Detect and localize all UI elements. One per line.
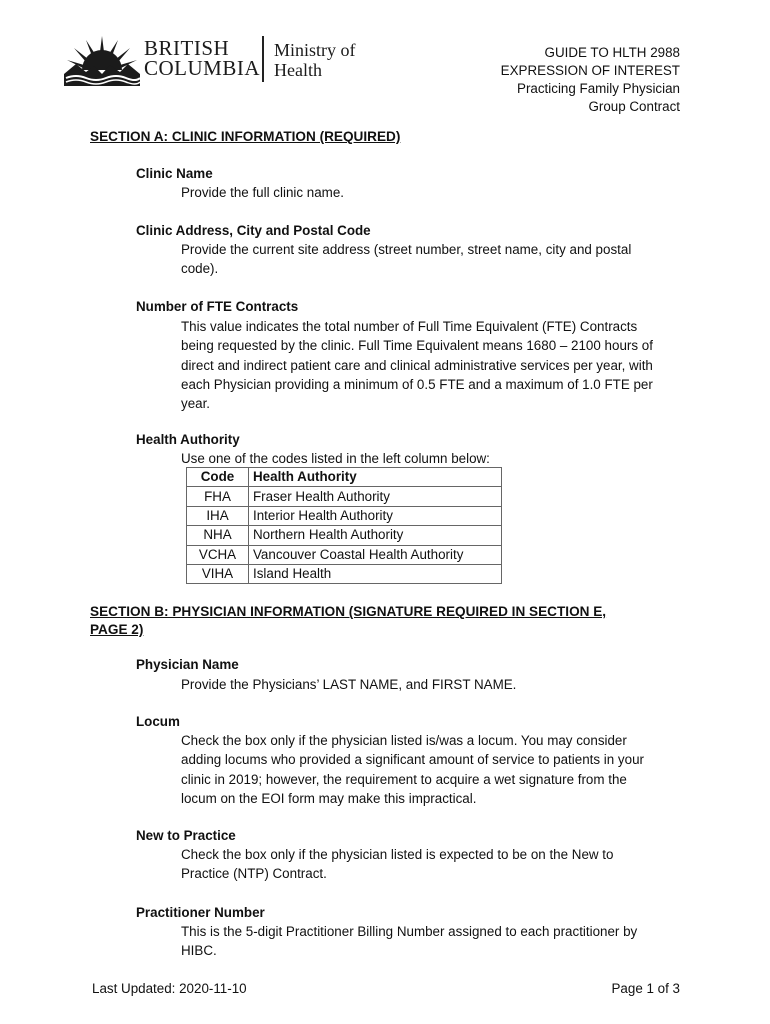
locum-desc-line: Check the box only if the physician listed is/was a locum. You may consider [181,733,627,748]
table-cell-code: VCHA [187,545,249,564]
page-number: Page 1 of 3 [611,981,680,996]
health-authority-table [186,467,502,584]
locum-title: Locum [136,714,180,729]
clinic-address-title: Clinic Address, City and Postal Code [136,223,371,238]
table-row [187,564,502,583]
clinic-address-desc-line: Provide the current site address (street number, street name, city and postal [181,242,632,257]
clinic-address-desc-line: code). [181,261,219,277]
locum-desc-line: locum on the EOI form may make this impractical. [181,790,477,806]
physician-name-title: Physician Name [136,657,239,672]
fte-desc-line: each Physician providing a minimum of 0.5 FTE and a maximum of 1.0 FTE per [181,376,653,392]
fte-title: Number of FTE Contracts [136,299,299,314]
table-header-cell: Code [187,468,249,487]
health-authority-title: Health Authority [136,432,240,447]
practitioner-number-title: Practitioner Number [136,905,265,920]
locum-desc-line: clinic in 2019; however, the requirement to acquire a wet signature from the [181,771,627,787]
guide-line1: GUIDE TO HLTH 2988 [544,45,680,60]
table-cell-name: Vancouver Coastal Health Authority [249,545,502,564]
table-cell-code: FHA [187,487,249,506]
bc-wordmark-line1: BRITISH [144,36,230,60]
logo-divider [262,36,264,82]
locum-desc-line: adding locums who provided a significant amount of service to patients in your [181,752,644,768]
ministry-line2: Health [274,60,322,80]
section-b-title-line2: PAGE 2) [90,622,144,637]
clinic-address-desc [181,240,681,279]
section-b-title [90,603,680,639]
table-cell-name: Fraser Health Authority [249,487,502,506]
table-row [187,506,502,525]
last-updated: Last Updated: 2020-11-10 [92,981,247,996]
table-cell-name: Island Health [249,564,502,583]
table-cell-name: Northern Health Authority [249,526,502,545]
guide-line2: EXPRESSION OF INTEREST [500,63,680,78]
section-b-title-line1: SECTION B: PHYSICIAN INFORMATION (SIGNATURE REQUIRED IN SECTION E, [90,604,607,619]
section-a-title: SECTION A: CLINIC INFORMATION (REQUIRED) [90,129,401,144]
new-to-practice-desc [181,845,681,884]
table-cell-name: Interior Health Authority [249,506,502,525]
health-authority-intro: Use one of the codes listed in the left column below: [181,451,490,466]
table-cell-code: NHA [187,526,249,545]
fte-desc [181,317,681,413]
practitioner-number-desc [181,922,681,961]
bc-sun-mountain-icon [64,34,140,86]
physician-name-desc: Provide the Physicians’ LAST NAME, and FIRST NAME. [181,677,517,692]
bc-logo [64,34,364,90]
locum-desc [181,731,681,808]
bc-wordmark [144,38,260,78]
bc-wordmark-line2: COLUMBIA [144,56,261,80]
fte-desc-line: This value indicates the total number of Full Time Equivalent (FTE) Contracts [181,319,638,334]
practitioner-number-desc-line: This is the 5-digit Practitioner Billing Number assigned to each practitioner by [181,924,638,939]
fte-desc-line: direct and indirect patient care and clinical administrative services per year, with [181,357,653,373]
new-to-practice-title: New to Practice [136,828,236,843]
ministry-name [274,40,356,80]
guide-header [501,44,680,116]
fte-desc-line: year. [181,396,211,412]
table-row [187,487,502,506]
ministry-line1: Ministry of [274,40,356,60]
clinic-name-desc: Provide the full clinic name. [181,185,344,200]
new-to-practice-desc-line: Practice (NTP) Contract. [181,866,327,882]
practitioner-number-desc-line: HIBC. [181,943,217,959]
table-row [187,545,502,564]
clinic-name-title: Clinic Name [136,166,213,181]
guide-line3: Practicing Family Physician [517,81,680,96]
table-cell-code: VIHA [187,564,249,583]
table-row [187,526,502,545]
table-header-row [187,468,502,487]
table-cell-code: IHA [187,506,249,525]
guide-line4: Group Contract [588,99,680,114]
table-header-cell: Health Authority [249,468,502,487]
fte-desc-line: being requested by the clinic. Full Time Equivalent means 1680 – 2100 hours of [181,338,653,354]
new-to-practice-desc-line: Check the box only if the physician listed is expected to be on the New to [181,847,614,862]
